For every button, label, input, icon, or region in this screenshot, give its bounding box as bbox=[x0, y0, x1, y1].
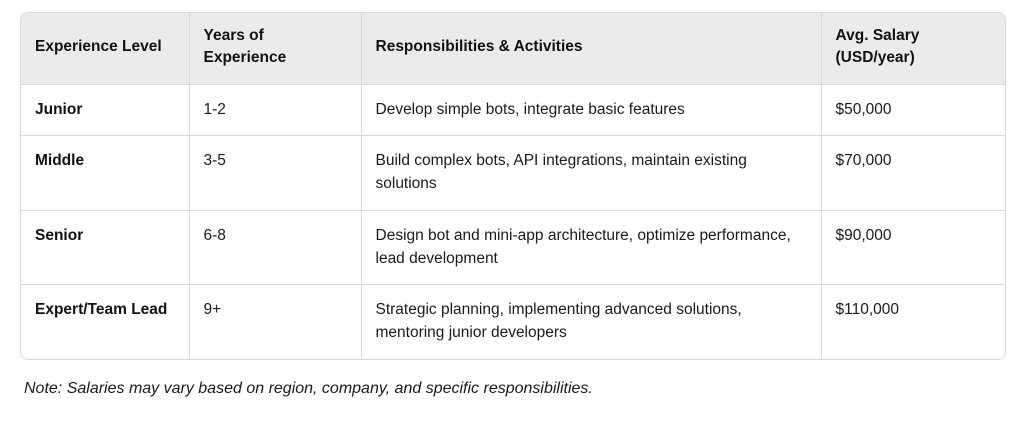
cell-responsibilities: Build complex bots, API integrations, maintain existing solutions bbox=[361, 136, 821, 211]
experience-levels-table bbox=[20, 12, 1006, 360]
table-row bbox=[21, 210, 1005, 285]
cell-years: 1-2 bbox=[189, 84, 361, 135]
table bbox=[21, 13, 1005, 359]
cell-responsibilities: Develop simple bots, integrate basic features bbox=[361, 84, 821, 135]
column-header-avg-salary: Avg. Salary (USD/year) bbox=[821, 13, 1005, 84]
table-row bbox=[21, 84, 1005, 135]
cell-salary: $50,000 bbox=[821, 84, 1005, 135]
cell-salary: $110,000 bbox=[835, 301, 899, 319]
table-row bbox=[21, 136, 1005, 211]
cell-salary: $90,000 bbox=[821, 210, 1005, 285]
cell-experience-level: Expert/Team Lead bbox=[21, 285, 189, 359]
cell-responsibilities: Strategic planning, implementing advanced solutions, mentoring junior developers bbox=[361, 285, 821, 359]
cell-years: 3-5 bbox=[189, 136, 361, 211]
column-header-years-of-experience: Years of Experience bbox=[189, 13, 361, 84]
cell-experience-level: Junior bbox=[21, 84, 189, 135]
cell-years: 6-8 bbox=[189, 210, 361, 285]
cell-experience-level: Senior bbox=[21, 210, 189, 285]
cell-experience-level: Middle bbox=[21, 136, 189, 211]
table-header bbox=[21, 13, 1005, 84]
table-note: Note: Salaries may vary based on region, company, and specific responsibilities. bbox=[24, 379, 593, 397]
cell-responsibilities: Design bot and mini-app architecture, optimize performance, lead development bbox=[361, 210, 821, 285]
cell-years: 9+ bbox=[189, 285, 361, 359]
table-header-row bbox=[21, 13, 1005, 84]
cell-salary: $70,000 bbox=[821, 136, 1005, 211]
table-row bbox=[21, 285, 1005, 359]
column-header-experience-level: Experience Level bbox=[21, 13, 189, 84]
table-body bbox=[21, 84, 1005, 358]
column-header-responsibilities: Responsibilities & Activities bbox=[361, 13, 821, 84]
